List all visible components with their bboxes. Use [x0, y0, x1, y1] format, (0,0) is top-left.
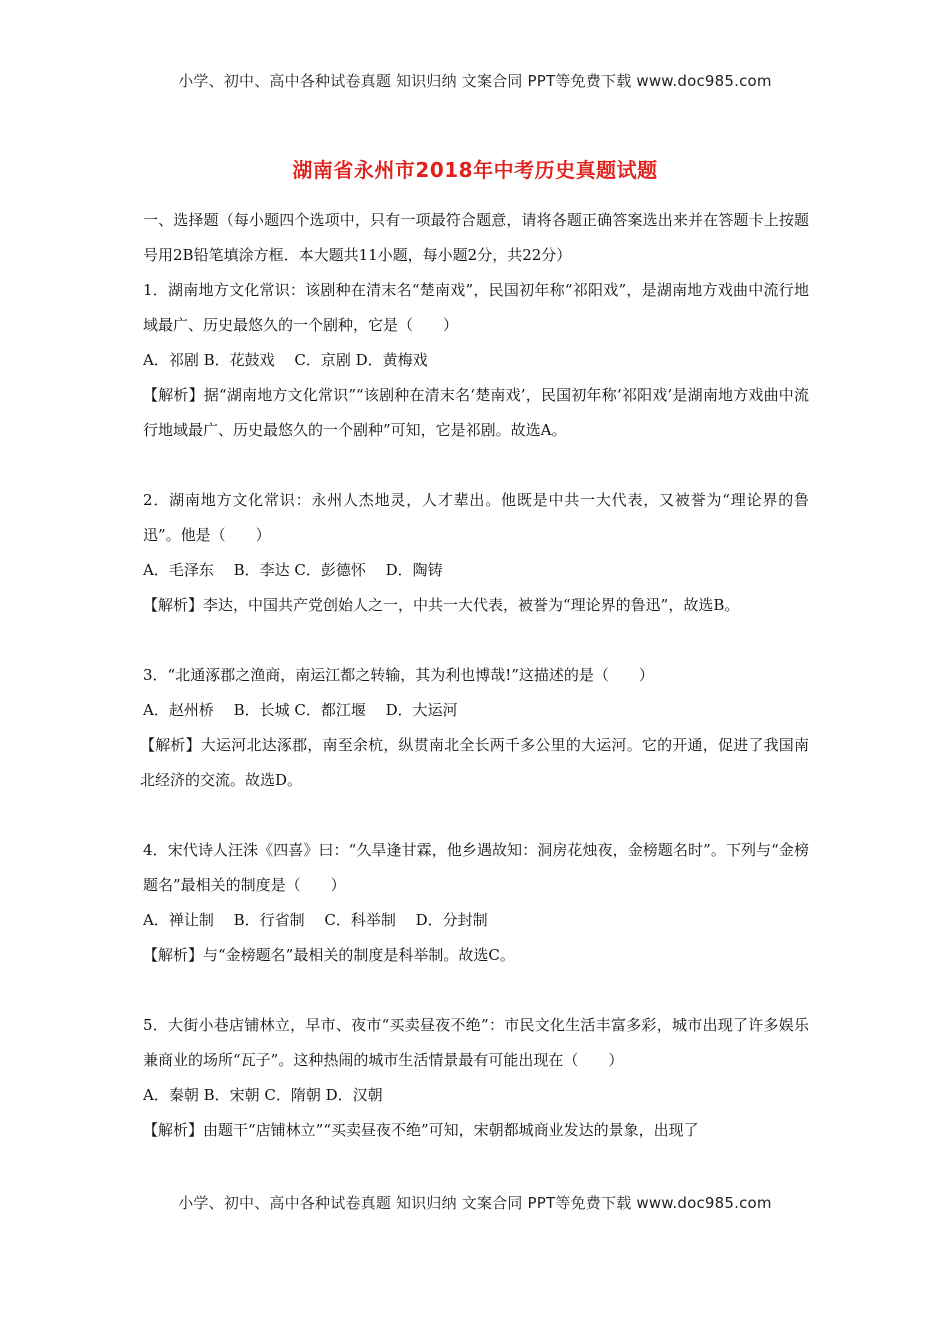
spacer [143, 448, 809, 483]
question-analysis: 【解析】李达，中国共产党创始人之一，中共一大代表，被誉为“理论界的鲁迅”，故选B。 [143, 596, 740, 614]
question-options: A．秦朝 B．宋朝 C．隋朝 D．汉朝 [143, 1086, 383, 1104]
question-stem: 3．“北通涿郡之渔商，南运江都之转输，其为利也博哉!”这描述的是（ ） [143, 666, 654, 684]
question-analysis: 【解析】大运河北达涿郡，南至余杭，纵贯南北全长两千多公里的大运河。它的开通，促进了我国南北经济的交流。故选D。 [140, 736, 809, 789]
question-options: A．毛泽东 B．李达 C．彭德怀 D．陶铸 [143, 561, 443, 579]
header-banner: 小学、初中、高中各种试卷真题 知识归纳 文案合同 PPT等免费下载 www.doc985.com [178, 72, 772, 90]
question-analysis: 【解析】据“湖南地方文化常识”“该剧种在清末名‘楚南戏’，民国初年称‘祁阳戏’是湖南地方戏曲中流行地域最广、历史最悠久的一个剧种”可知，它是祁剧。故选A。 [143, 386, 809, 439]
document-title: 湖南省永州市2018年中考历史真题试题 [292, 158, 658, 182]
question-3 [140, 658, 809, 798]
question-stem: 5．大街小巷店铺林立，早市、夜市“买卖昼夜不绝”：市民文化生活丰富多彩，城市出现了许多娱乐兼商业的场所“瓦子”。这种热闹的城市生活情景最有可能出现在（ ） [143, 1016, 809, 1069]
question-1 [143, 273, 809, 448]
question-options: A．赵州桥 B．长城 C．都江堰 D．大运河 [143, 701, 458, 719]
question-options: A．禅让制 B．行省制 C．科举制 D．分封制 [143, 911, 488, 929]
document-body [140, 203, 809, 1148]
spacer [143, 623, 809, 658]
question-analysis: 【解析】由题干“店铺林立”“买卖昼夜不绝”可知，宋朝都城商业发达的景象，出现了 [143, 1121, 699, 1139]
question-stem: 1．湖南地方文化常识：该剧种在清末名“楚南戏”，民国初年称“祁阳戏”，是湖南地方戏曲中流行地域最广、历史最悠久的一个剧种，它是（ ） [143, 281, 809, 334]
question-analysis: 【解析】与“金榜题名”最相关的制度是科举制。故选C。 [143, 946, 515, 964]
question-4 [143, 833, 809, 973]
spacer [143, 973, 809, 1008]
question-stem: 2．湖南地方文化常识：永州人杰地灵，人才辈出。他既是中共一大代表，又被誉为“理论界的鲁迅”。他是（ ） [143, 491, 809, 544]
question-options: A．祁剧 B．花鼓戏 C．京剧 D．黄梅戏 [143, 351, 428, 369]
question-5 [143, 1008, 809, 1148]
question-stem: 4．宋代诗人汪洙《四喜》曰：“久旱逢甘霖，他乡遇故知：洞房花烛夜，金榜题名时”。下列与“金榜题名”最相关的制度是（ ） [143, 841, 809, 894]
spacer [143, 798, 809, 833]
section-instructions: 一、选择题（每小题四个选项中，只有一项最符合题意，请将各题正确答案选出来并在答题卡上按题号用2B铅笔填涂方框．本大题共11小题，每小题2分，共22分） [143, 211, 809, 264]
question-2 [143, 483, 809, 623]
footer-banner: 小学、初中、高中各种试卷真题 知识归纳 文案合同 PPT等免费下载 www.doc985.com [178, 1194, 772, 1212]
